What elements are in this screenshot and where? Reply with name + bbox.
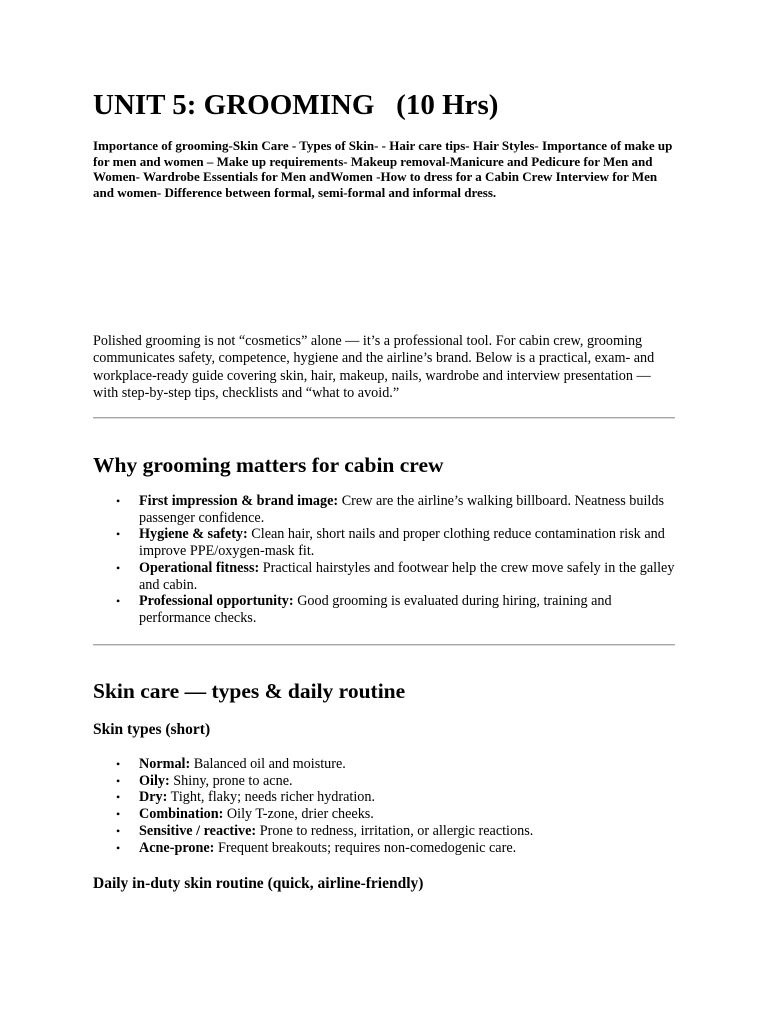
bullet-icon: • bbox=[116, 757, 121, 771]
list-item-text: Shiny, prone to acne. bbox=[169, 772, 293, 789]
section-heading-skin-care: Skin care — types & daily routine bbox=[93, 679, 406, 703]
list-item bbox=[93, 756, 675, 773]
horizontal-divider bbox=[93, 417, 675, 419]
bullet-icon: • bbox=[116, 527, 121, 542]
skin-types-list bbox=[93, 756, 675, 856]
list-item-term: Combination: bbox=[139, 806, 224, 823]
list-item-term: Operational fitness: bbox=[139, 559, 260, 576]
list-item-term: Normal: bbox=[139, 756, 191, 772]
bullet-icon: • bbox=[116, 494, 121, 508]
section-heading-why-grooming: Why grooming matters for cabin crew bbox=[93, 453, 444, 477]
list-item bbox=[93, 840, 675, 857]
bullet-icon: • bbox=[116, 594, 121, 609]
why-grooming-list bbox=[93, 493, 675, 627]
bullet-icon: • bbox=[116, 823, 121, 838]
list-item bbox=[93, 493, 675, 526]
list-item-term: Hygiene & safety: bbox=[139, 526, 248, 543]
list-item-text: Practical hairstyles and footwear help the crew move safely in the galley and cabin. bbox=[139, 559, 675, 593]
list-item-term: First impression & brand image: bbox=[139, 493, 339, 509]
list-item-term: Oily: bbox=[139, 772, 170, 789]
page-title: UNIT 5: GROOMING (10 Hrs) bbox=[93, 89, 499, 121]
list-item-text: Good grooming is evaluated during hiring, training and performance checks. bbox=[139, 593, 612, 626]
list-item-term: Professional opportunity: bbox=[139, 593, 294, 610]
list-item-text: Frequent breakouts; requires non-comedogenic care. bbox=[214, 839, 517, 856]
subheading-skin-types: Skin types (short) bbox=[93, 721, 211, 738]
bullet-icon: • bbox=[116, 790, 121, 805]
syllabus-paragraph: Importance of grooming-Skin Care - Types of Skin- - Hair care tips- Hair Styles- Importance of make up for men and women – Make up requirements- Makeup removal-Manicure and Pedicure for Men and Women- Wardrobe Essentials for Men andWomen -How to dress for a Cabin Crew Interview for Men and women- Difference between formal, semi-formal and informal dress. bbox=[93, 138, 673, 200]
list-item-term: Dry: bbox=[139, 789, 168, 806]
list-item-text: Tight, flaky; needs richer hydration. bbox=[167, 789, 376, 806]
list-item bbox=[93, 806, 675, 823]
list-item bbox=[93, 773, 675, 790]
list-item-term: Sensitive / reactive: bbox=[139, 822, 257, 839]
list-item bbox=[93, 560, 675, 593]
subheading-daily-routine: Daily in-duty skin routine (quick, airline-friendly) bbox=[93, 875, 424, 892]
list-item-term: Acne-prone: bbox=[139, 839, 215, 856]
list-item-text: Oily T-zone, drier cheeks. bbox=[223, 806, 374, 823]
list-item bbox=[93, 823, 675, 840]
list-item-text: Clean hair, short nails and proper clothing reduce contamination risk and improve PPE/oxygen-mask fit. bbox=[139, 526, 665, 560]
bullet-icon: • bbox=[116, 773, 121, 788]
bullet-icon: • bbox=[116, 807, 121, 822]
intro-paragraph: Polished grooming is not “cosmetics” alone — it’s a professional tool. For cabin crew, grooming communicates safety, competence, hygiene and the airline’s brand. Below is a practical, exam- and workplace-ready guide covering skin, hair, makeup, nails, wardrobe and interview presentation — with step-by-step tips, checklists and “what to avoid.” bbox=[93, 333, 655, 402]
list-item bbox=[93, 789, 675, 806]
bullet-icon: • bbox=[116, 840, 121, 855]
list-item bbox=[93, 526, 675, 559]
list-item-text: Crew are the airline’s walking billboard. Neatness builds passenger confidence. bbox=[139, 493, 664, 526]
bullet-icon: • bbox=[116, 560, 121, 575]
list-item-text: Prone to redness, irritation, or allergic reactions. bbox=[256, 822, 534, 839]
list-item bbox=[93, 593, 675, 626]
list-item-text: Balanced oil and moisture. bbox=[190, 756, 346, 772]
horizontal-divider bbox=[93, 644, 675, 646]
